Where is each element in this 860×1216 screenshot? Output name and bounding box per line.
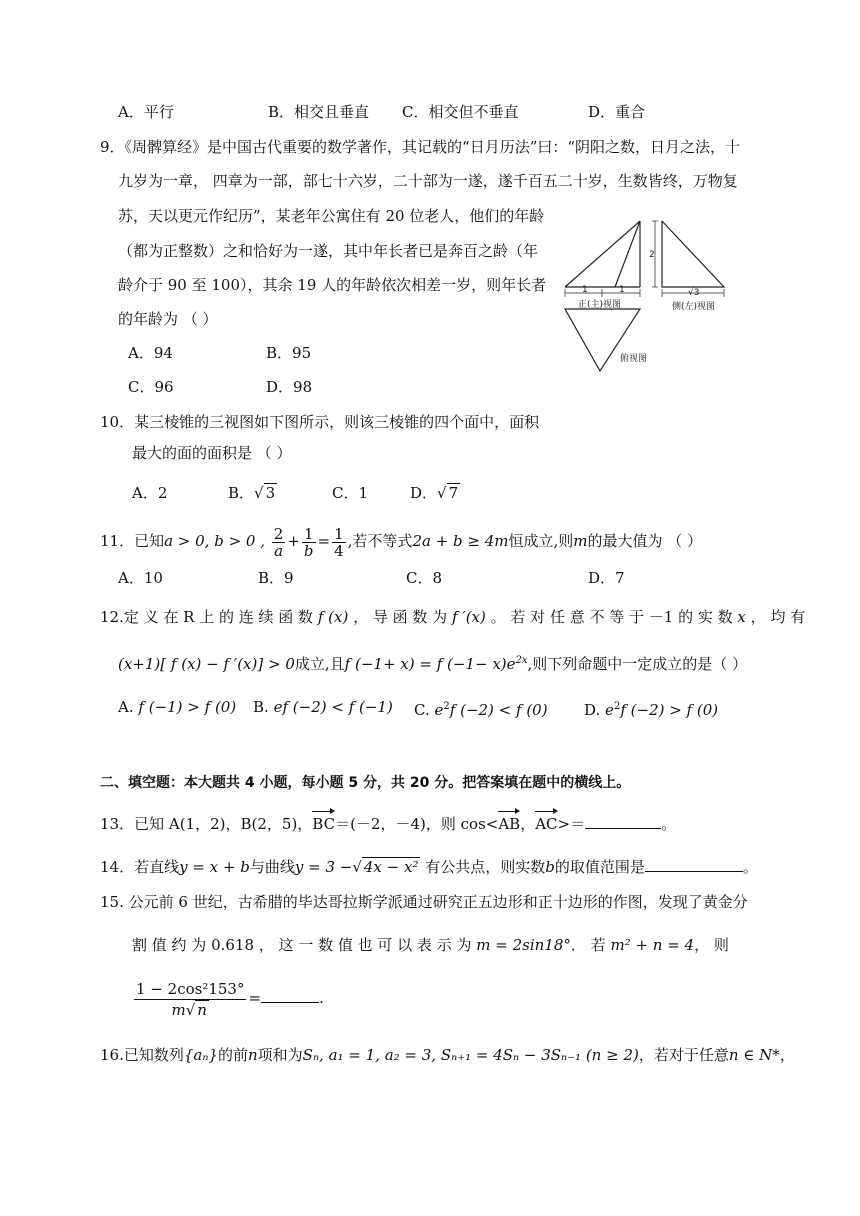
q16-text-a: 16.已知数列 [100, 1046, 184, 1064]
q8-option-d: D．重合 [588, 103, 646, 121]
section-2-heading: 二、填空题：本大题共 4 小题，每小题 5 分，共 20 分。把答案填在题中的横线上。 [100, 775, 631, 791]
q11-eq: = [317, 532, 331, 550]
q15-text-a: 割 值 约 为 0.618 ， 这 一 数 值 也 可 以 表 示 为 [132, 936, 472, 954]
q8-option-a: A．平行 [118, 103, 174, 121]
q10-option-c: C．1 [332, 484, 369, 502]
q12-text-b: ， 导 函 数 为 [353, 608, 448, 626]
q12-option-c [414, 696, 548, 721]
q13-stem [100, 810, 676, 835]
q9-line-1: 9．《周髀算经》是中国古代重要的数学著作，其记载的“日月历法”曰：“阴阳之数，日月之法，十 [100, 138, 741, 156]
q12-condition-2-exp: 2x [515, 655, 528, 666]
q11-stem [100, 524, 702, 559]
top-view-label: 俯视图 [620, 354, 648, 364]
q14-sqrt: √ 4x − x² [352, 858, 419, 876]
q11-mid-2: 恒成立,则 [508, 532, 574, 550]
q15-den-n: n [197, 1000, 207, 1019]
q15-eq: = [248, 989, 262, 1007]
q15-frac-den [170, 1000, 211, 1020]
q12-fpx: f ′(x) [451, 608, 486, 626]
q12-line-2 [118, 650, 747, 675]
three-view-figure [560, 215, 745, 375]
q9-option-c: C．96 [128, 378, 174, 396]
dim-1a: 1 [582, 285, 588, 295]
q14-var: b [545, 858, 555, 876]
q12-x: x [737, 608, 746, 626]
q12-text-d: ， 均 有 [750, 608, 806, 626]
q16-set: n ∈ N* [728, 1046, 780, 1064]
q13-answer-blank[interactable] [585, 814, 661, 829]
q12-option-d-e: e [605, 701, 614, 719]
q9-line-2: 九岁为一章， 四章为一部，部七十六岁，二十部为一遂，遂千百五二十岁，生数皆终，万物复 [118, 172, 738, 190]
q10-option-b-radicand: 3 [265, 484, 276, 502]
q12-option-d-label: D. [584, 701, 601, 719]
q15-expression [132, 978, 324, 1020]
q15-end: . [319, 989, 324, 1007]
q12-option-c-label: C. [414, 701, 430, 719]
q11-frac-3-num: 1 [334, 524, 344, 543]
dim-2: 2 [649, 250, 655, 260]
q13-vector-bc: BC [312, 810, 335, 835]
q14-text-b: 与曲线 [249, 858, 295, 876]
q16-text-d: ，若对于任意 [638, 1046, 729, 1064]
q13-end: 。 [661, 815, 677, 833]
q11-frac-2-num: 1 [303, 524, 314, 543]
q11-frac-2 [302, 526, 316, 559]
q15-den-sqrt: √ n [185, 1000, 207, 1019]
q12-option-c-e: e [434, 701, 444, 719]
q12-text-f: ,则下列命题中一定成立的是（ ） [527, 655, 748, 673]
q15-frac [134, 979, 246, 1020]
q9-line-6: 的年龄为 （ ） [118, 310, 218, 328]
q16-n: n [247, 1046, 258, 1064]
q13-comma: ， [520, 815, 536, 833]
q9-line-3: 苏，天以更元作纪历”，某老年公寓住有 20 位老人，他们的年龄 [118, 207, 545, 225]
q12-option-b-expr: ef (−2) < f (−1) [273, 698, 393, 716]
q12-option-a-expr: f (−1) > f (0) [138, 698, 237, 716]
q13-vector-ab: AB [498, 810, 520, 835]
top-view [565, 309, 647, 371]
q12-option-b [253, 696, 393, 718]
q8-option-b: B．相交且垂直 [268, 103, 370, 121]
q16-condition: Sₙ, a₁ = 1, a₂ = 3, Sₙ₊₁ = 4Sₙ − 3Sₙ₋₁ (n ≥ 2) [302, 1046, 639, 1064]
front-view [565, 221, 640, 310]
q12-text-a: 12.定 义 在 R 上 的 连 续 函 数 [100, 608, 314, 626]
q10-line-1: 10．某三棱锥的三视图如下图所示，则该三棱锥的四个面中，面积 [100, 413, 540, 431]
q11-option-d: D．7 [588, 569, 625, 587]
q11-frac-3 [332, 526, 346, 559]
q9-line-5: 龄介于 90 至 100），其余 19 人的年龄依次相差一岁，则年长者 [118, 276, 547, 294]
q11-inequality: 2a + b ≥ 4m [412, 532, 509, 550]
q12-option-b-label: B. [253, 698, 269, 716]
q13-text-c: >＝ [557, 815, 586, 833]
q10-option-d-sqrt: √ 7 [437, 484, 459, 502]
q14-text-a: 14．若直线 [100, 858, 180, 876]
q10-option-d-label: D． [410, 484, 438, 502]
q14-stem [100, 856, 758, 878]
q11-frac-3-den: 4 [334, 541, 344, 560]
q9-option-d: D．98 [266, 378, 313, 396]
q11-option-a: A．10 [118, 569, 163, 587]
q10-option-b-sqrt: √ 3 [254, 484, 276, 502]
q10-option-b-label: B． [228, 484, 255, 502]
dim-sqrt3: √3 [688, 288, 700, 298]
q13-text-b: ＝(－2，－4)，则 cos< [335, 815, 499, 833]
q15-answer-blank[interactable] [261, 988, 319, 1003]
q11-condition: a > 0, b > 0 , [164, 532, 266, 550]
q12-option-c-expr: f (−2) < f (0) [449, 701, 548, 719]
q12-option-d-expr: f (−2) > f (0) [620, 701, 719, 719]
q12-option-c-exp: 2 [443, 701, 450, 712]
q12-option-a [118, 696, 236, 718]
q8-option-c: C．相交但不垂直 [402, 103, 519, 121]
q15-line-1: 15. 公元前 6 世纪，古希腊的毕达哥拉斯学派通过研究正五边形和正十边形的作图，发现了黄金分 [100, 893, 748, 911]
side-view [649, 221, 724, 312]
q12-option-d [584, 696, 718, 721]
q11-suffix: 的最大值为 （ ） [587, 532, 703, 550]
q9-option-a: A．94 [128, 344, 173, 362]
q11-prefix: 11．已知 [100, 532, 165, 550]
q16-text-c: 项和为 [257, 1046, 303, 1064]
q14-end: 。 [742, 858, 758, 876]
q15-text-c: ， 则 [694, 936, 729, 954]
q16-stem [100, 1044, 795, 1066]
q12-text-c: 。 若 对 任 意 不 等 于 －1 的 实 数 [490, 608, 733, 626]
q15-mn-eq: m² + n = 4 [610, 936, 695, 954]
q12-option-a-label: A. [118, 698, 134, 716]
q16-text-b: 的前 [217, 1046, 248, 1064]
dim-1b: 1 [619, 285, 625, 295]
q15-line-2 [132, 934, 729, 956]
q14-radicand: 4x − x² [363, 858, 419, 876]
q12-line-1 [100, 606, 805, 628]
q15-frac-num: 1 − 2cos²153° [136, 979, 245, 998]
q11-frac-1-num: 2 [273, 524, 284, 543]
q12-fx: f (x) [317, 608, 349, 626]
q13-vector-ac: AC [535, 810, 557, 835]
q16-sequence: {aₙ} [183, 1046, 218, 1064]
q11-mid: ,若不等式 [347, 532, 413, 550]
q11-plus: + [287, 532, 300, 550]
q15-text-b: ． 若 [570, 936, 606, 954]
q10-option-d-radicand: 7 [448, 484, 459, 502]
q10-option-b [228, 482, 277, 504]
q11-frac-2-den: b [303, 541, 314, 560]
q11-frac-1 [272, 526, 286, 559]
q11-var: m [573, 532, 588, 550]
q11-frac-1-den: a [274, 541, 284, 560]
q9-line-4: （都为正整数）之和恰好为一遂，其中年长者已是奔百之龄（年 [118, 242, 539, 260]
side-view-label: 侧(左)视图 [672, 302, 716, 312]
q13-text-a: 13．已知 A(1，2)，B(2，5)， [100, 815, 313, 833]
q14-text-c: 有公共点，则实数 [425, 858, 546, 876]
q12-condition-1: (x+1)[ f (x) − f ′(x)] > 0 [118, 655, 295, 673]
q12-condition-2: f (−1+ x) = f (−1− x)e [344, 655, 516, 673]
q11-option-b: B．9 [258, 569, 294, 587]
q15-m-eq: m = 2sin18° [476, 936, 571, 954]
q15-den-m: m [171, 1000, 186, 1019]
q16-end: ， [779, 1046, 795, 1064]
q12-option-d-exp: 2 [613, 701, 621, 712]
q14-text-d: 的取值范围是 [554, 858, 645, 876]
q11-option-c: C．8 [406, 569, 443, 587]
q14-line-eq: y = x + b [179, 858, 250, 876]
q10-line-2: 最大的面的面积是 （ ） [132, 444, 292, 462]
q14-curve-eq: y = 3 − [294, 858, 353, 876]
q9-option-b: B．95 [266, 344, 312, 362]
q10-option-a: A．2 [132, 484, 168, 502]
q14-answer-blank[interactable] [645, 857, 743, 872]
q10-option-d [410, 482, 460, 504]
front-view-label: 正(主)视图 [578, 300, 622, 310]
q12-text-e: 成立,且 [294, 655, 345, 673]
